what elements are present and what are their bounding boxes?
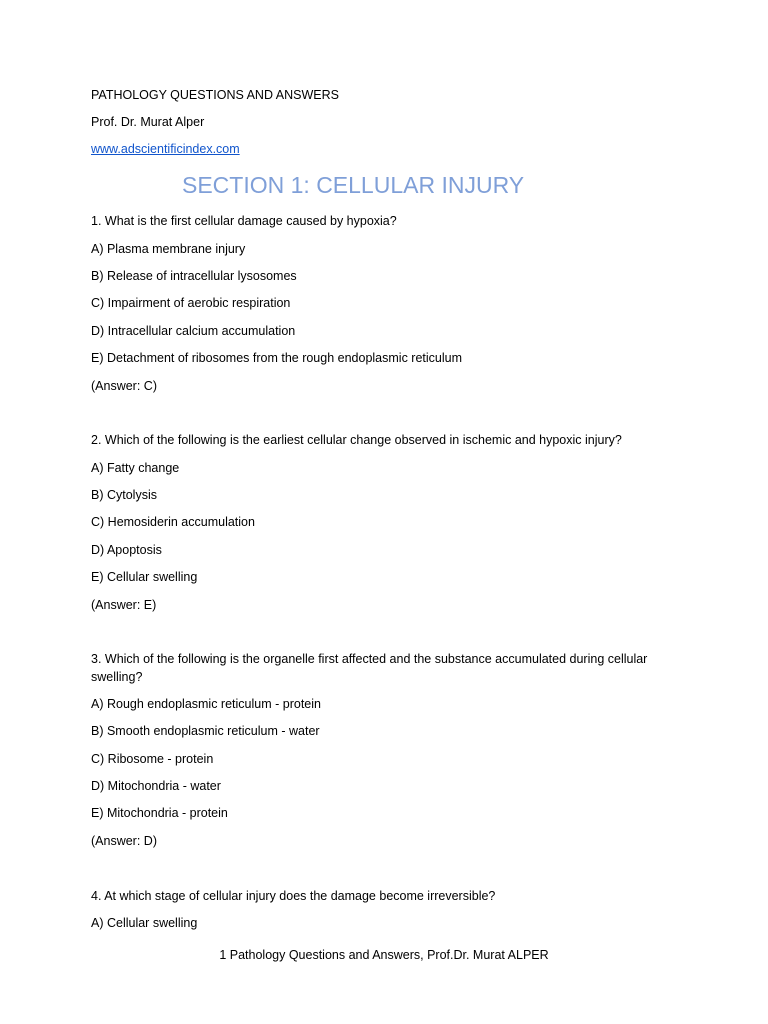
- question-text: 3. Which of the following is the organelle first affected and the substance accumulated during cellular swelling?: [91, 652, 648, 684]
- document-title: PATHOLOGY QUESTIONS AND ANSWERS: [91, 88, 339, 102]
- answer-option: E) Cellular swelling: [91, 570, 198, 584]
- answer-option: B) Smooth endoplasmic reticulum - water: [91, 724, 320, 738]
- answer-option: D) Apoptosis: [91, 543, 162, 557]
- answer-option: A) Fatty change: [91, 461, 180, 475]
- answer-option: B) Release of intracellular lysosomes: [91, 269, 297, 283]
- answer-option: D) Mitochondria - water: [91, 779, 221, 793]
- answer-option: E) Mitochondria - protein: [91, 806, 228, 820]
- section-title: SECTION 1: CELLULAR INJURY: [182, 172, 525, 198]
- answer-option: C) Ribosome - protein: [91, 752, 214, 766]
- question-text: 4. At which stage of cellular injury does the damage become irreversible?: [91, 889, 496, 903]
- author-name: Prof. Dr. Murat Alper: [91, 115, 205, 129]
- answer-key: (Answer: C): [91, 379, 157, 393]
- answer-option: B) Cytolysis: [91, 488, 157, 502]
- page-footer: 1 Pathology Questions and Answers, Prof.Dr. Murat ALPER: [219, 948, 549, 962]
- answer-option: C) Impairment of aerobic respiration: [91, 296, 291, 310]
- answer-option: C) Hemosiderin accumulation: [91, 515, 255, 529]
- answer-key: (Answer: E): [91, 598, 157, 612]
- answer-option: A) Cellular swelling: [91, 916, 198, 930]
- answer-option: A) Plasma membrane injury: [91, 242, 246, 256]
- answer-option: E) Detachment of ribosomes from the rough endoplasmic reticulum: [91, 351, 462, 365]
- answer-option: A) Rough endoplasmic reticulum - protein: [91, 697, 321, 711]
- website-link[interactable]: www.adscientificindex.com: [91, 142, 240, 156]
- question-text: 1. What is the first cellular damage caused by hypoxia?: [91, 214, 397, 228]
- question-text: 2. Which of the following is the earliest cellular change observed in ischemic and hypoxic injury?: [91, 433, 622, 447]
- answer-option: D) Intracellular calcium accumulation: [91, 324, 296, 338]
- answer-key: (Answer: D): [91, 834, 157, 848]
